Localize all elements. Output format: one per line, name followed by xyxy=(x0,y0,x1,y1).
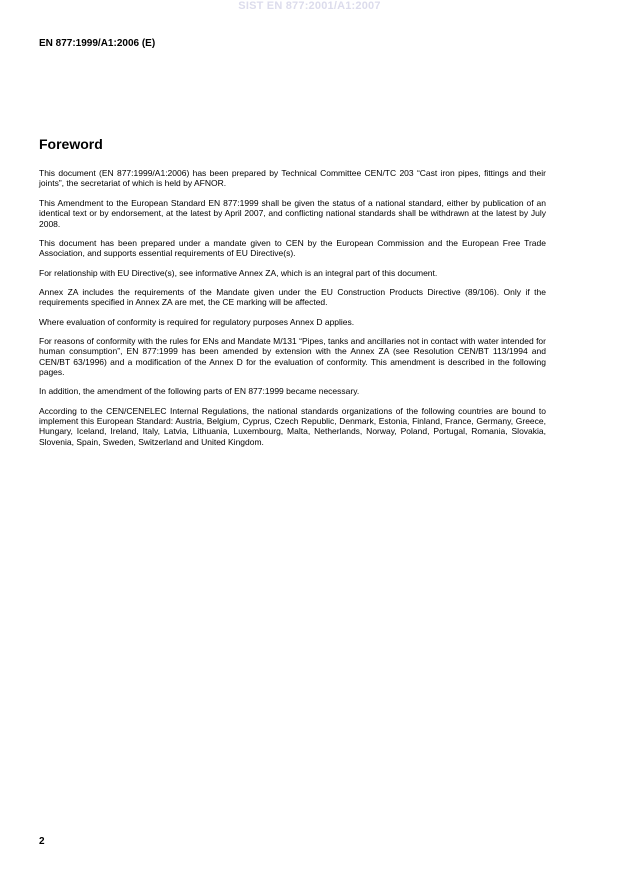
foreword-heading: Foreword xyxy=(39,136,103,152)
paragraph-mandate: This document has been prepared under a mandate given to CEN by the European Commission and the European Free Trade Association, and supports essential requirements of EU Directive(s). xyxy=(39,237,546,259)
paragraph-annex-za: Annex ZA includes the requirements of the Mandate given under the EU Construction Products Directive (89/106). Only if the requirements specified in Annex ZA are met, the CE marking will be affected. xyxy=(39,286,546,308)
paragraph-amendment: In addition, the amendment of the following parts of EN 877:1999 became necessary. xyxy=(39,386,360,397)
paragraph-preparation: This document (EN 877:1999/A1:2006) has been prepared by Technical Committee CEN/TC 203 “Cast iron pipes, fittings and their joints”, the secretariat of which is held by AFNOR. xyxy=(39,168,546,189)
paragraph-countries: According to the CEN/CENELEC Internal Regulations, the national standards organizations of the following countries are bound to implement this European Standard: Austria, Belgium, Cyprus, Czech Republic, Denmark, Estonia, Finland, France, Germany, Greece, Hungary, Iceland, Ireland, Italy, Latvia, Lithuania, Luxembourg, Malta, Netherlands, Norway, Poland, Portugal, Romania, Slovakia, Slovenia, Spain, Sweden, Switzerland and United Kingdom. xyxy=(39,405,546,447)
document-reference: EN 877:1999/A1:2006 (E) xyxy=(39,38,156,49)
page-number: 2 xyxy=(39,836,45,847)
paragraph-relationship: For relationship with EU Directive(s), see informative Annex ZA, which is an integral part of this document. xyxy=(39,267,438,278)
paragraph-status: This Amendment to the European Standard EN 877:1999 shall be given the status of a national standard, either by publication of an identical text or by endorsement, at the latest by April 2007, and conflicting national standards shall be withdrawn at the latest by July 2008. xyxy=(39,197,546,229)
foreword-body xyxy=(39,168,546,456)
watermark: SIST EN 877:2001/A1:2007 xyxy=(238,0,381,12)
paragraph-annex-d: Where evaluation of conformity is required for regulatory purposes Annex D applies. xyxy=(39,316,355,327)
paragraph-conformity: For reasons of conformity with the rules for ENs and Mandate M/131 “Pipes, tanks and ancillaries not in contact with water intended for human consumption”, EN 877:1999 has been amended by extension with the Annex ZA (see Resolution CEN/BT 113/1994 and CEN/BT 63/1996) and a modification of the Annex D for the evaluation of conformity. This amendment is described in the following pages. xyxy=(39,335,546,378)
